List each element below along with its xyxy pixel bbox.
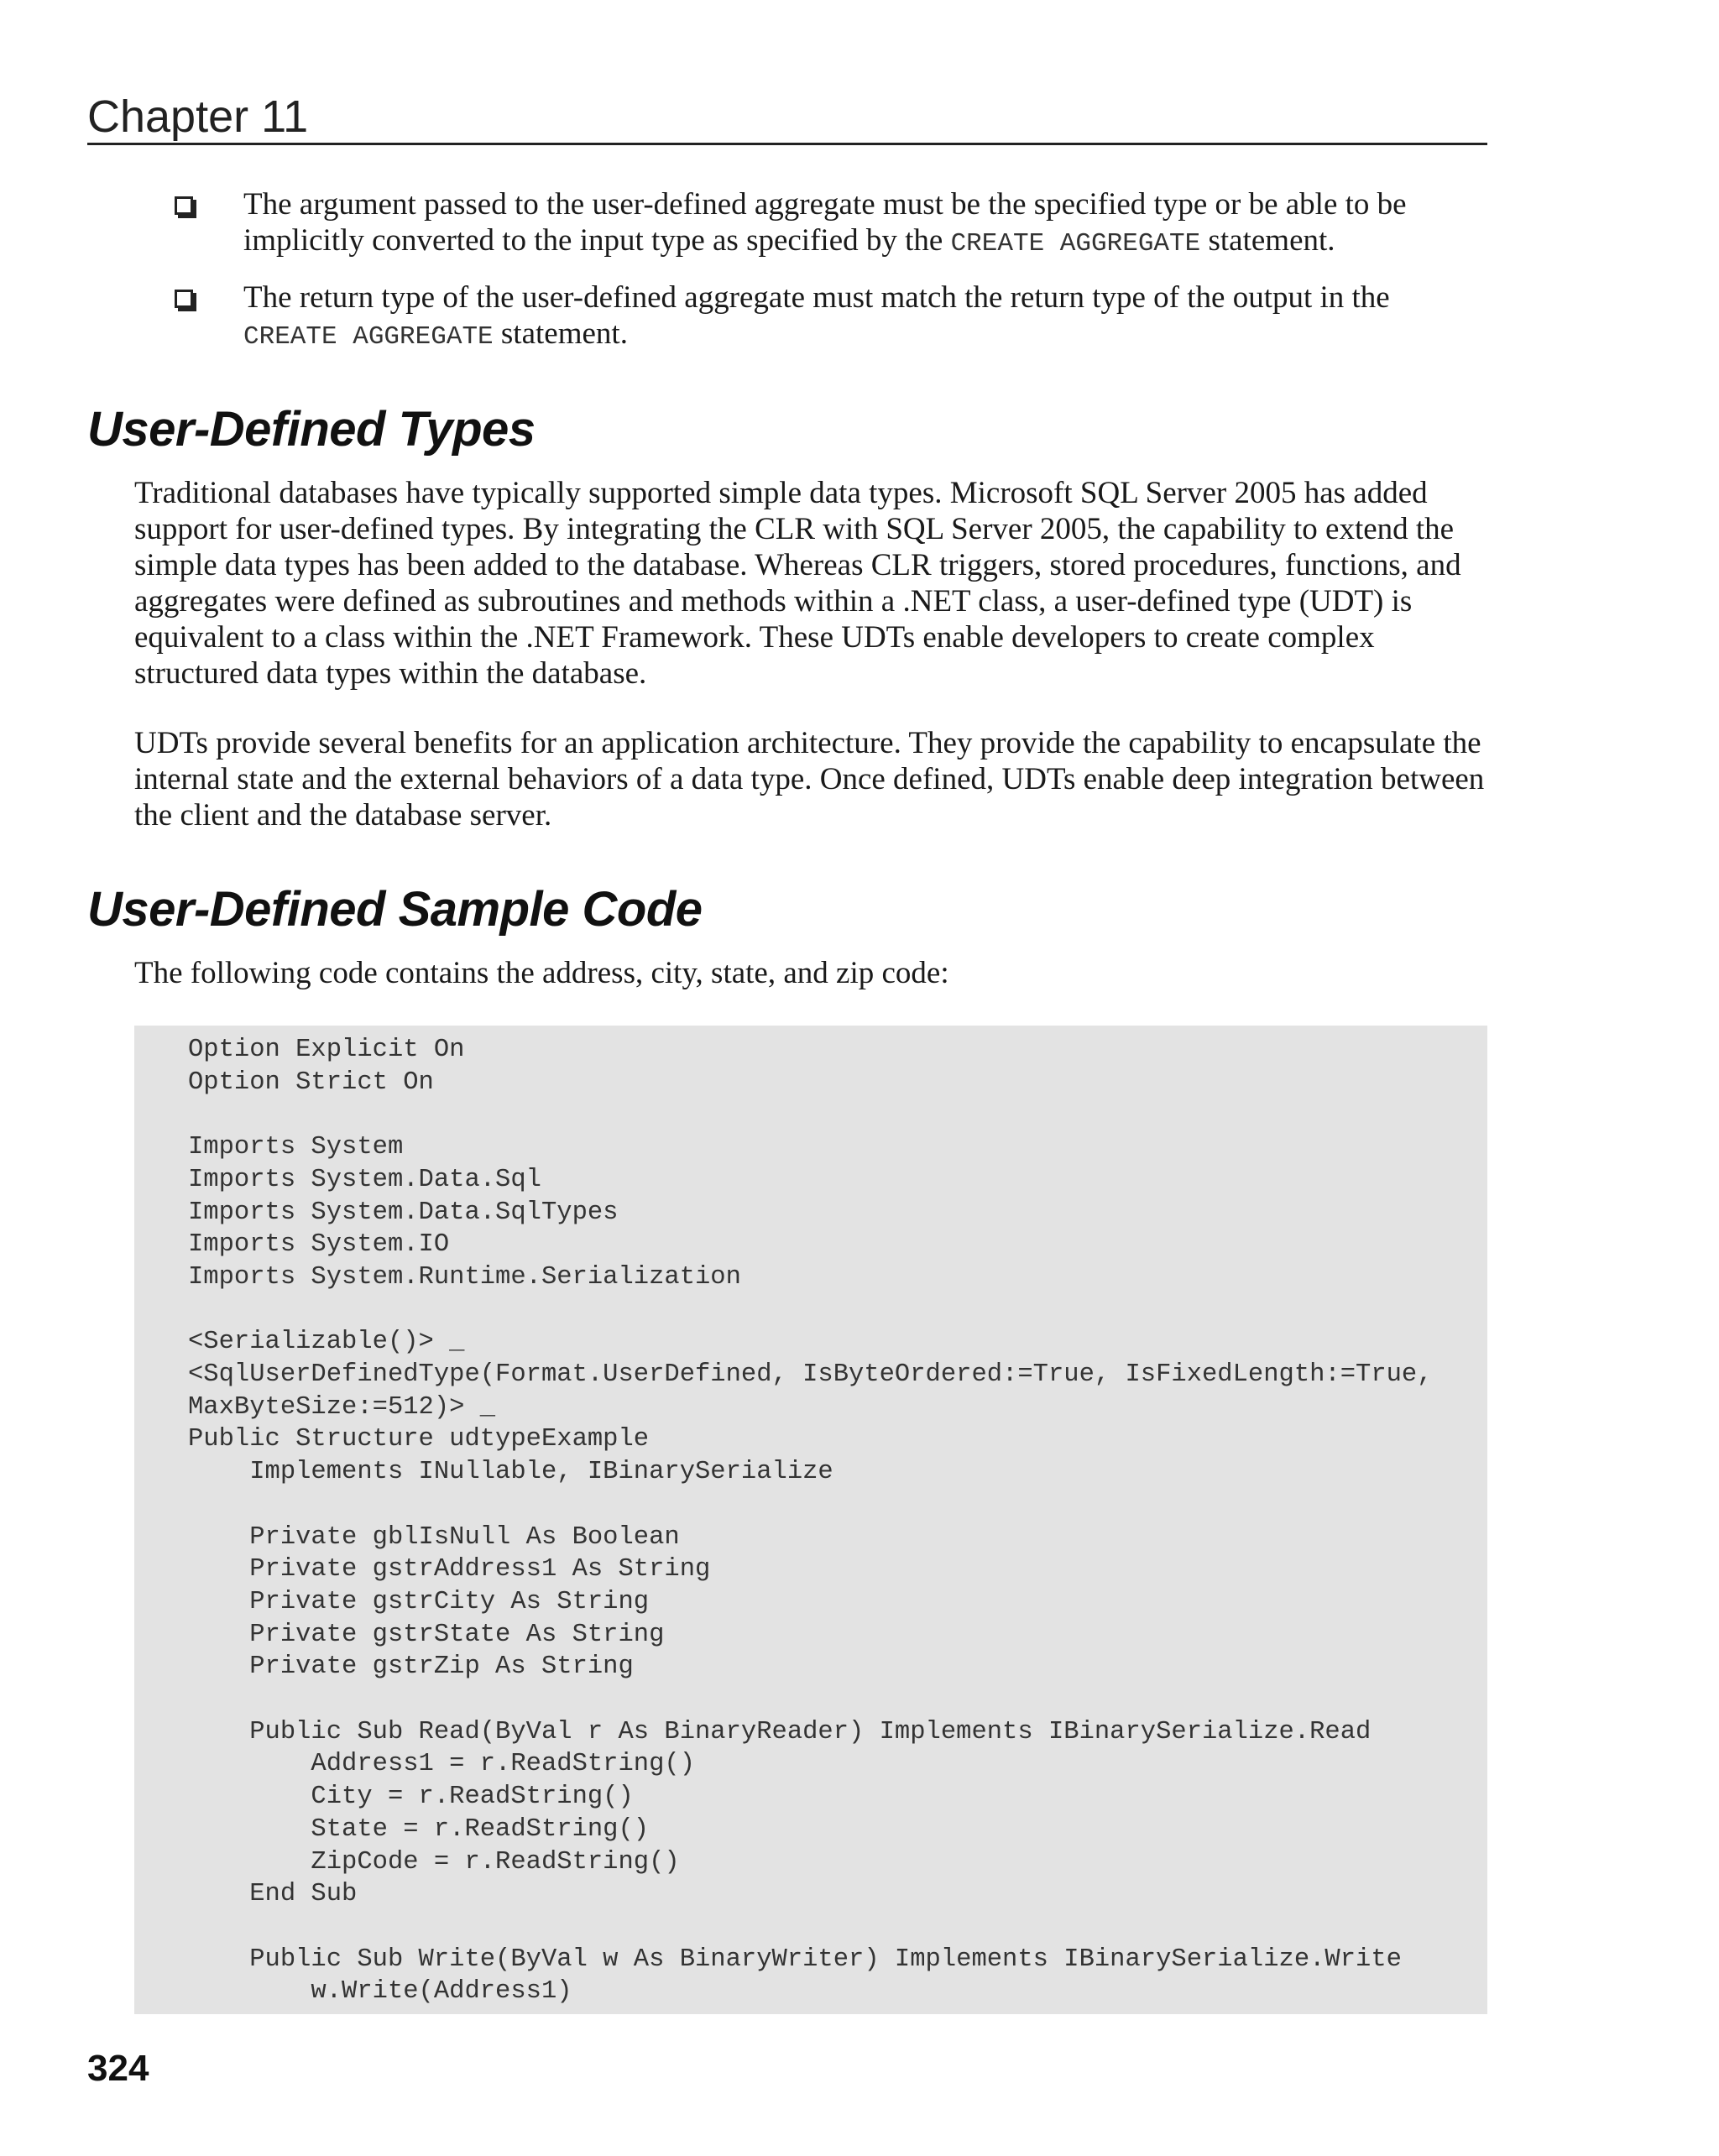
bullet-list — [87, 186, 1487, 373]
code-line: Private gstrAddress1 As String — [188, 1555, 711, 1584]
section-heading: User-Defined Types — [87, 402, 536, 457]
page-number: 324 — [87, 2048, 149, 2089]
code-line: MaxByteSize:=512)> _ — [188, 1392, 496, 1422]
code-line: Public Sub Read(ByVal r As BinaryReader) Implements IBinarySerialize.Read — [188, 1717, 1372, 1746]
code-line: w.Write(Address1) — [188, 1977, 572, 2007]
code-line: ZipCode = r.ReadString() — [188, 1847, 680, 1877]
body-paragraph: The following code contains the address, city, state, and zip code: — [134, 956, 949, 990]
code-line: City = r.ReadString() — [188, 1783, 634, 1812]
bullet-text-end: statement. — [1200, 223, 1335, 258]
code-line: Imports System.Data.SqlTypes — [188, 1198, 619, 1227]
code-line: Option Explicit On — [188, 1036, 465, 1064]
code-line: Imports System.Data.Sql — [188, 1165, 541, 1194]
bullet-text: The return type of the user-defined aggregate must match the return type of the output in the — [243, 280, 1390, 315]
code-line: State = r.ReadString() — [188, 1814, 650, 1844]
checkbox-bullet-icon — [175, 196, 193, 215]
code-block — [188, 1034, 1433, 2008]
body-paragraph: UDTs provide several benefits for an application architecture. They provide the capability to encapsulate the internal state and the external behaviors of a data type. Once defined, UDTs enable deep integration between the client and the database server. — [134, 726, 1485, 833]
code-line: Imports System.Runtime.Serialization — [188, 1262, 741, 1292]
checkbox-bullet-icon — [175, 290, 193, 308]
section-heading: User-Defined Sample Code — [87, 882, 703, 937]
chapter-header: Chapter 11 — [87, 91, 309, 142]
code-line: Private gstrCity As String — [188, 1587, 650, 1616]
bullet-text: The argument passed to the user-defined aggregate must be the specified type or be able to be implicitly converted to the input type as specified by the — [243, 187, 1407, 258]
inline-code: CREATE AGGREGATE — [243, 322, 494, 352]
code-line: <Serializable()> _ — [188, 1328, 465, 1357]
header-rule — [87, 143, 1487, 145]
code-line: Imports System — [188, 1133, 404, 1162]
code-line: Public Structure udtypeExample — [188, 1425, 650, 1454]
bullet-text-end: statement. — [493, 316, 628, 351]
code-line: Implements INullable, IBinarySerialize — [188, 1458, 833, 1487]
inline-code: CREATE AGGREGATE — [950, 229, 1201, 258]
code-line: Address1 = r.ReadString() — [188, 1750, 695, 1779]
code-line: Imports System.IO — [188, 1230, 450, 1260]
code-line: Public Sub Write(ByVal w As BinaryWriter) Implements IBinarySerialize.Write — [188, 1945, 1402, 1974]
bullet-item — [87, 279, 1487, 355]
code-line: Private gblIsNull As Boolean — [188, 1522, 680, 1552]
code-line: Private gstrZip As String — [188, 1652, 634, 1682]
code-line: Private gstrState As String — [188, 1620, 665, 1649]
body-paragraph: Traditional databases have typically supported simple data types. Microsoft SQL Server 2005 has added support for user-defined types. By integrating the CLR with SQL Server 2005, the capability to extend the simple data types has been added to the database. Whereas CLR triggers, stored procedures, functions, and aggregates were defined as subroutines and methods within a .NET class, a user-defined type (UDT) is equivalent to a class within the .NET Framework. These UDTs enable developers to create complex structured data types within the database. — [134, 476, 1461, 691]
code-line: End Sub — [188, 1880, 358, 1909]
bullet-item — [87, 186, 1487, 262]
code-listing — [134, 1026, 1487, 2014]
code-line: Option Strict On — [188, 1068, 434, 1097]
code-line: <SqlUserDefinedType(Format.UserDefined, IsByteOrdered:=True, IsFixedLength:=True, — [188, 1360, 1433, 1390]
